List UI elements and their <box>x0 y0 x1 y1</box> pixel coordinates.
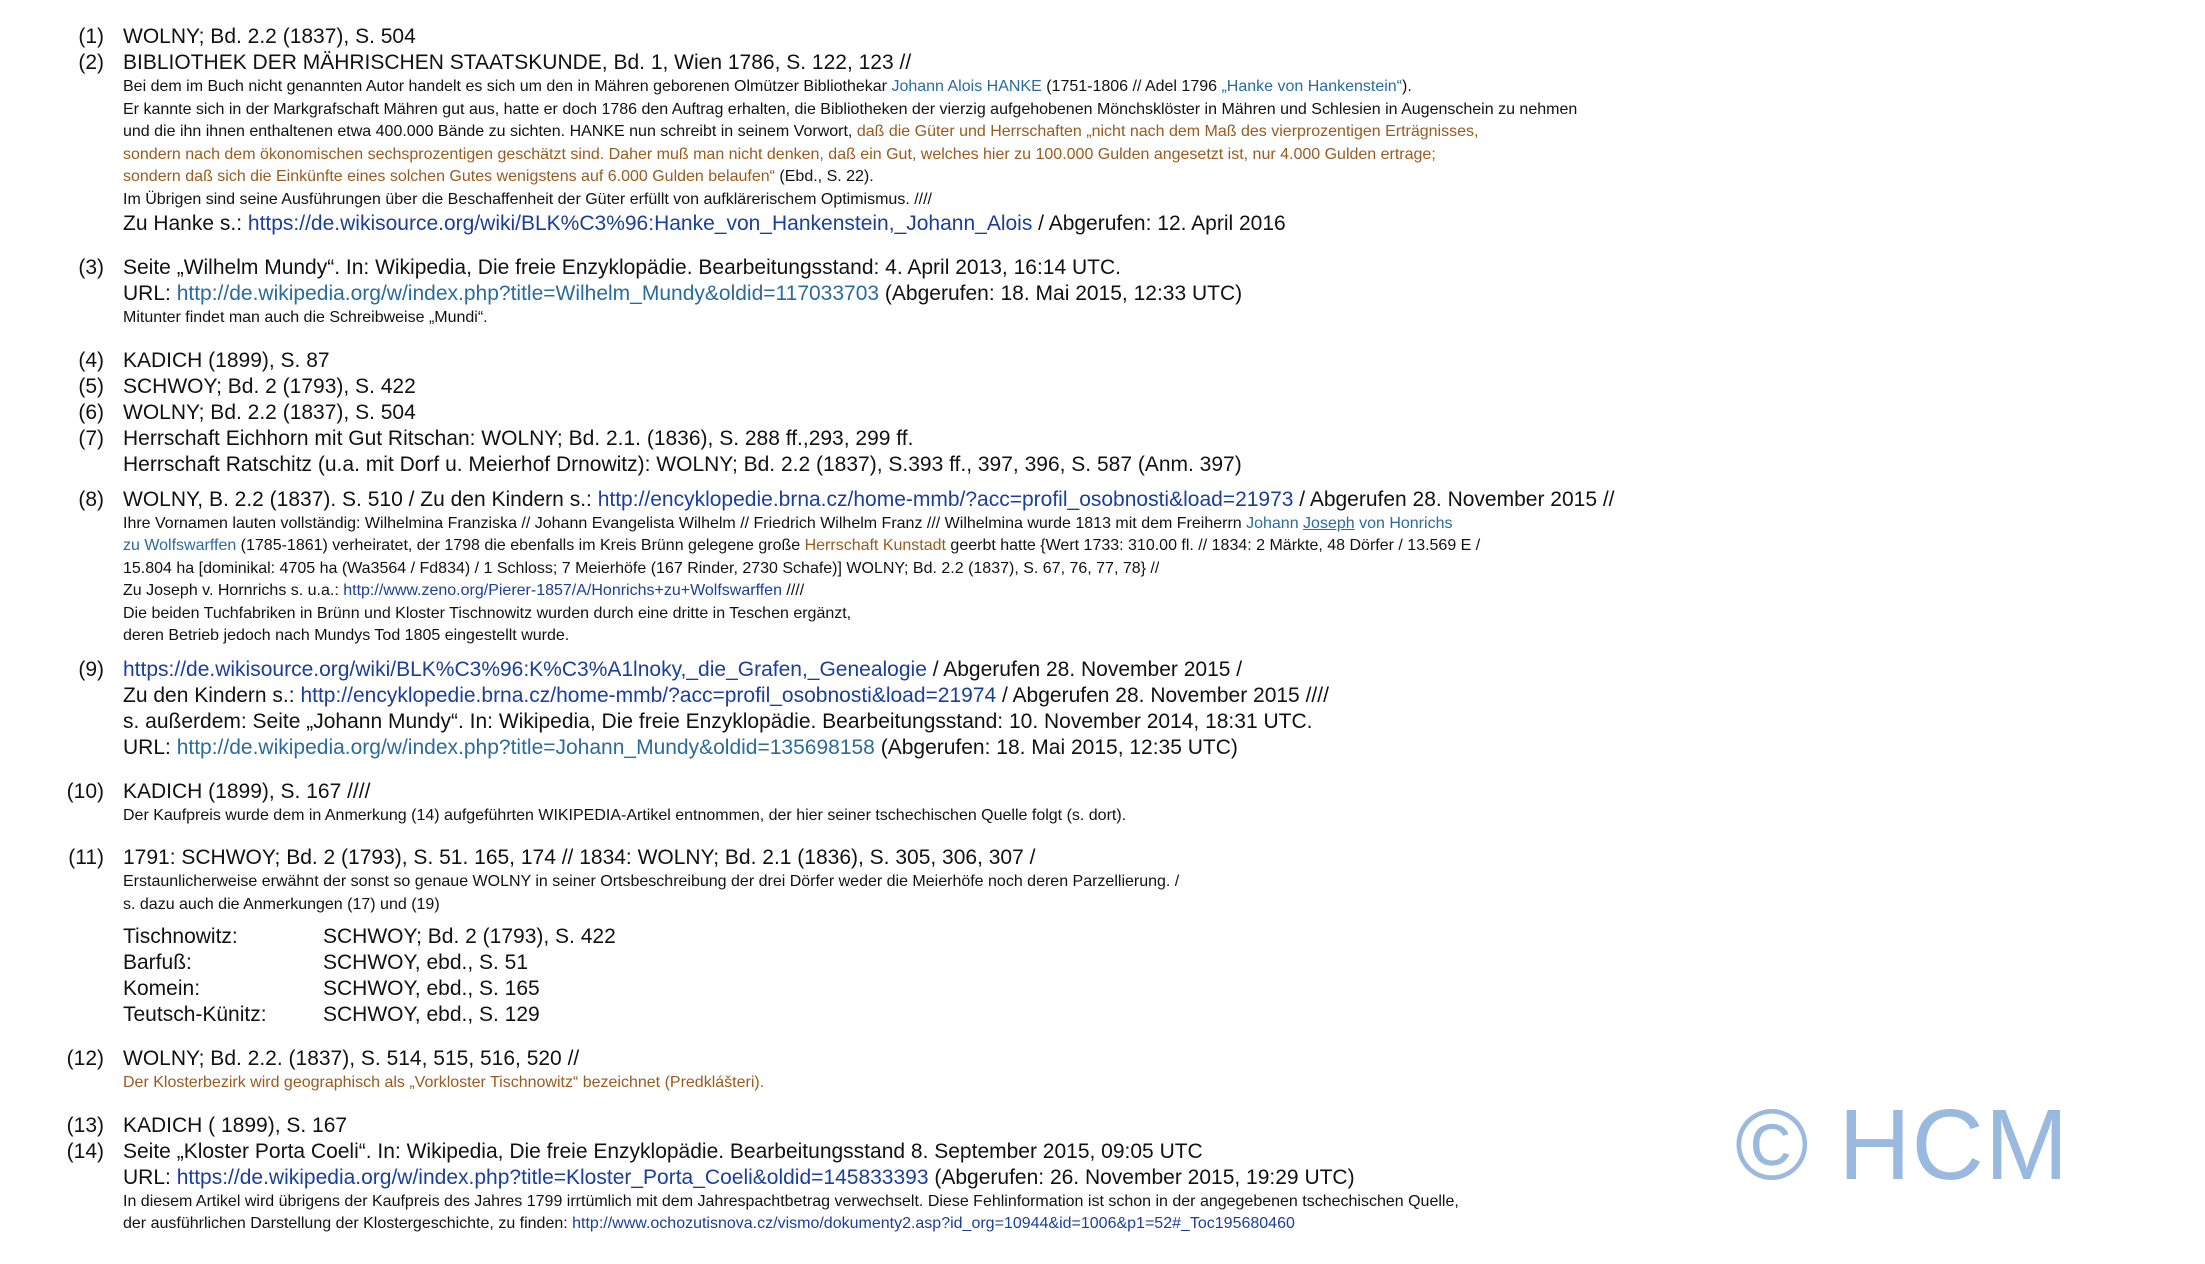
footnote-comment: Im Übrigen sind seine Ausführungen über die Beschaffenheit der Güter erfüllt von aufklärerischem Optimismus. //// <box>123 190 932 208</box>
footnote-text: WOLNY, B. 2.2 (1837). S. 510 / Zu den Kindern s.: http://encyklopedie.brna.cz/home-mmb/?acc=profil_osobnosti&load=21973 / Abgerufen 28. November 2015 // <box>123 487 1615 511</box>
footnote-10 <box>60 779 2160 828</box>
footnote-9 <box>60 657 2160 761</box>
footnote-3 <box>60 255 2160 330</box>
footnote-8 <box>60 487 2160 648</box>
footnote-comment: s. dazu auch die Anmerkungen (17) und (19) <box>123 895 440 913</box>
footnote-text: Seite „Wilhelm Mundy“. In: Wikipedia, Die freie Enzyklopädie. Bearbeitungsstand: 4. April 2013, 16:14 UTC. <box>123 256 1121 279</box>
person-title: „Hanke von Hankenstein“ <box>1221 78 1403 95</box>
footnote-12 <box>60 1046 2160 1095</box>
footnote-number: (3) <box>78 256 104 279</box>
url-line: URL: http://de.wikipedia.org/w/index.php?title=Johann_Mundy&oldid=135698158 (Abgerufen: 18. Mai 2015, 12:35 UTC) <box>123 735 1238 759</box>
footnote-number: (8) <box>78 487 104 511</box>
footnote-text: Zu den Kindern s.: http://encyklopedie.brna.cz/home-mmb/?acc=profil_osobnosti&load=21974 / Abgerufen 28. November 2015 //// <box>123 683 1329 707</box>
footnote-number: (4) <box>78 348 104 372</box>
footnote-comment: Erstaunlicherweise erwähnt der sonst so genaue WOLNY in seiner Ortsbeschreibung der drei Dörfer weder die Meierhöfe noch deren Parzellierung. / <box>123 873 1180 890</box>
footnote-text: Seite „Kloster Porta Coeli“. In: Wikipedia, Die freie Enzyklopädie. Bearbeitungsstand 8. September 2015, 09:05 UTC <box>123 1139 1203 1163</box>
footnote-text: WOLNY; Bd. 2.2. (1837), S. 514, 515, 516, 520 // <box>123 1047 580 1070</box>
footnote-comment: sondern daß sich die Einkünfte eines solchen Gutes wenigstens auf 6.000 Gulden belaufen“ (Ebd., S. 22). <box>123 168 874 185</box>
place-name: Komein: <box>123 977 201 1000</box>
footnote-text: KADICH (1899), S. 167 //// <box>123 779 371 803</box>
footnote-number: (2) <box>78 51 104 74</box>
place-reference: SCHWOY, ebd., S. 165 <box>323 977 540 1000</box>
footnote-text: https://de.wikisource.org/wiki/BLK%C3%96:K%C3%A1lnoky,_die_Grafen,_Genealogie / Abgerufen 28. November 2015 / <box>123 657 1243 681</box>
place-reference: SCHWOY, ebd., S. 129 <box>323 1003 540 1026</box>
footnote-comment: Bei dem im Buch nicht genannten Autor handelt es sich um den in Mähren geborenen Olmützer Bibliothekar Johann Alois HANKE (1751-1806 // Adel 1796 „Hanke von Hankenstein“). <box>123 78 1412 95</box>
footnote-4 <box>60 348 2160 374</box>
footnote-number: (14) <box>66 1139 104 1163</box>
footnote-6 <box>60 400 2160 426</box>
person-name: zu Wolfswarffen <box>123 537 237 554</box>
encyklopedie-link[interactable]: http://encyklopedie.brna.cz/home-mmb/?acc=profil_osobnosti&load=21973 <box>597 487 1294 511</box>
footnote-text: Herrschaft Ratschitz (u.a. mit Dorf u. Meierhof Drnowitz): WOLNY; Bd. 2.2 (1837), S.393 ff., 397, 396, S. 587 (Anm. 397) <box>123 452 1242 476</box>
encyklopedie-link-2[interactable]: http://encyklopedie.brna.cz/home-mmb/?acc=profil_osobnosti&load=21974 <box>300 683 997 707</box>
copyright-watermark: © HCM <box>1735 1089 2070 1201</box>
footnote-number: (11) <box>68 846 104 869</box>
footnote-comment: 15.804 ha [dominikal: 4705 ha (Wa3564 / Fd834) / 1 Schloss; 7 Meierhöfe (167 Rinder, 2730 Schafe)] WOLNY; Bd. 2.2 (1837), S. 67, 76, 77, 78} // <box>123 559 1160 577</box>
hanke-wikisource-link[interactable]: https://de.wikisource.org/wiki/BLK%C3%96:Hanke_von_Hankenstein,_Johann_Alois <box>247 212 1033 235</box>
person-name-link[interactable]: Joseph <box>1303 514 1355 532</box>
footnote-comment: Mitunter findet man auch die Schreibweise „Mundi“. <box>123 309 488 326</box>
person-name: von Honrichs <box>1354 514 1453 532</box>
url-line: URL: https://de.wikipedia.org/w/index.php?title=Kloster_Porta_Coeli&oldid=145833393 (Abgerufen: 26. November 2015, 19:29 UTC) <box>123 1165 1355 1189</box>
footnote-number: (10) <box>66 779 104 803</box>
footnote-comment: Der Kaufpreis wurde dem in Anmerkung (14) aufgeführten WIKIPEDIA-Artikel entnommen, der hier seiner tschechischen Quelle folgt (s. dort). <box>123 806 1127 824</box>
footnote-number: (12) <box>66 1047 104 1070</box>
place-reference: SCHWOY; Bd. 2 (1793), S. 422 <box>323 925 616 948</box>
footnote-1 <box>60 24 2160 50</box>
footnote-comment: Der Klosterbezirk wird geographisch als „Vorkloster Tischnowitz“ bezeichnet (Predklášteri). <box>123 1074 765 1091</box>
johann-mundy-link[interactable]: http://de.wikipedia.org/w/index.php?title=Johann_Mundy&oldid=135698158 <box>176 735 875 759</box>
footnote-7 <box>60 426 2160 478</box>
footnote-text: WOLNY; Bd. 2.2 (1837), S. 504 <box>123 25 416 48</box>
footnote-2 <box>60 50 2160 237</box>
place-name: Tischnowitz: <box>123 925 238 948</box>
quote-text: daß die Güter und Herrschaften „nicht nach dem Maß des vierprozentigen Erträgnisses, <box>856 123 1479 140</box>
footnote-comment: und die ihn ihnen enthaltenen etwa 400.000 Bände zu sichten. HANKE nun schreibt in seinem Vorwort, daß die Güter und Herrschaften „nicht nach dem Maß des vierprozentigen Erträgnisses, <box>123 123 1479 140</box>
zeno-link[interactable]: http://www.zeno.org/Pierer-1857/A/Honrichs+zu+Wolfswarffen <box>343 582 782 599</box>
place-name: Teutsch-Künitz: <box>123 1003 267 1026</box>
url-line: URL: http://de.wikipedia.org/w/index.php?title=Wilhelm_Mundy&oldid=117033703 (Abgerufen: 18. Mai 2015, 12:33 UTC) <box>123 282 1243 305</box>
kalnoky-wikisource-link[interactable]: https://de.wikisource.org/wiki/BLK%C3%96:K%C3%A1lnoky,_die_Grafen,_Genealogie <box>123 657 927 681</box>
footnote-comment: der ausführlichen Darstellung der Klostergeschichte, zu finden: http://www.ochozutisnova.cz/vismo/dokumenty2.asp?id_org=10944&id=1006&p1=52#_Toc195680460 <box>123 1215 1295 1232</box>
quote-text: sondern nach dem ökonomischen sechsprozentigen geschätzt sind. Daher muß man nicht denken, daß ein Gut, welches hier zu 100.000 Gulden angesetzt ist, nur 4.000 Gulden ertrage; <box>123 145 1436 163</box>
footnote-text: BIBLIOTHEK DER MÄHRISCHEN STAATSKUNDE, Bd. 1, Wien 1786, S. 122, 123 // <box>123 51 912 74</box>
place-reference: SCHWOY, ebd., S. 51 <box>323 951 529 974</box>
footnote-text: SCHWOY; Bd. 2 (1793), S. 422 <box>123 374 416 398</box>
footnote-comment: Zu Joseph v. Hornrichs s. u.a.: http://www.zeno.org/Pierer-1857/A/Honrichs+zu+Wolfswarffen //// <box>123 582 805 599</box>
footnote-11 <box>60 845 2160 1028</box>
footnote-text: 1791: SCHWOY; Bd. 2 (1793), S. 51. 165, 174 // 1834: WOLNY; Bd. 2.1 (1836), S. 305, 306, 307 / <box>123 846 1036 869</box>
footnote-comment: Ihre Vornamen lauten vollständig: Wilhelmina Franziska // Johann Evangelista Wilhelm // Friedrich Wilhelm Franz /// Wilhelmina wurde 1813 mit dem Freiherrn Johann Joseph von Honrichs <box>123 514 1453 532</box>
footnote-5 <box>60 374 2160 400</box>
footnote-comment: In diesem Artikel wird übrigens der Kaufpreis des Jahres 1799 irrtümlich mit dem Jahrespachtbetrag verwechselt. Diese Fehlinformation ist schon in der angegebenen tschechischen Quelle, <box>123 1192 1459 1210</box>
footnote-number: (7) <box>78 426 104 450</box>
person-name: Johann Alois HANKE <box>891 78 1042 95</box>
footnote-text: Herrschaft Eichhorn mit Gut Ritschan: WOLNY; Bd. 2.1. (1836), S. 288 ff.,293, 299 ff. <box>123 426 914 450</box>
person-name: Johann <box>1246 514 1304 532</box>
footnote-number: (9) <box>78 657 104 681</box>
ochozutisnova-link[interactable]: http://www.ochozutisnova.cz/vismo/dokumenty2.asp?id_org=10944&id=1006&p1=52#_Toc195680460 <box>572 1215 1295 1232</box>
footnote-comment: Er kannte sich in der Markgrafschaft Mähren gut aus, hatte er doch 1786 den Auftrag erhalten, die Bibliotheken der vierzig aufgehobenen Mönchsklöster in Mähren und Schlesien in Augenschein zu nehmen <box>123 100 1578 118</box>
footnote-number: (6) <box>78 400 104 424</box>
footnotes-list <box>60 24 2160 1236</box>
footnote-text: s. außerdem: Seite „Johann Mundy“. In: Wikipedia, Die freie Enzyklopädie. Bearbeitungsstand: 10. November 2014, 18:31 UTC. <box>123 709 1313 733</box>
estate-name: Herrschaft Kunstadt <box>804 537 946 554</box>
porta-coeli-link[interactable]: https://de.wikipedia.org/w/index.php?title=Kloster_Porta_Coeli&oldid=145833393 <box>176 1165 929 1189</box>
place-name: Barfuß: <box>123 951 192 974</box>
footnote-comment: zu Wolfswarffen (1785-1861) verheiratet, der 1798 die ebenfalls im Kreis Brünn gelegene große Herrschaft Kunstadt geerbt hatte {Wert 1733: 310.00 fl. // 1834: 2 Märkte, 48 Dörfer / 13.569 E / <box>123 537 1481 554</box>
footnote-comment: Die beiden Tuchfabriken in Brünn und Kloster Tischnowitz wurden durch eine dritte in Teschen ergänzt, <box>123 604 852 622</box>
footnote-text: WOLNY; Bd. 2.2 (1837), S. 504 <box>123 400 416 424</box>
places-table <box>123 924 2160 1028</box>
wilhelm-mundy-link[interactable]: http://de.wikipedia.org/w/index.php?title=Wilhelm_Mundy&oldid=117033703 <box>176 282 880 305</box>
footnote-number: (13) <box>66 1113 104 1137</box>
footnote-text: KADICH ( 1899), S. 167 <box>123 1113 348 1137</box>
reference-line: Zu Hanke s.: https://de.wikisource.org/wiki/BLK%C3%96:Hanke_von_Hankenstein,_Johann_Alois / Abgerufen: 12. April 2016 <box>123 212 1286 235</box>
footnote-number: (1) <box>78 25 104 48</box>
footnote-number: (5) <box>78 374 104 398</box>
quote-text: sondern daß sich die Einkünfte eines solchen Gutes wenigstens auf 6.000 Gulden belaufen“ <box>123 168 775 185</box>
footnote-comment: deren Betrieb jedoch nach Mundys Tod 1805 eingestellt wurde. <box>123 627 570 644</box>
footnote-text: KADICH (1899), S. 87 <box>123 348 330 372</box>
